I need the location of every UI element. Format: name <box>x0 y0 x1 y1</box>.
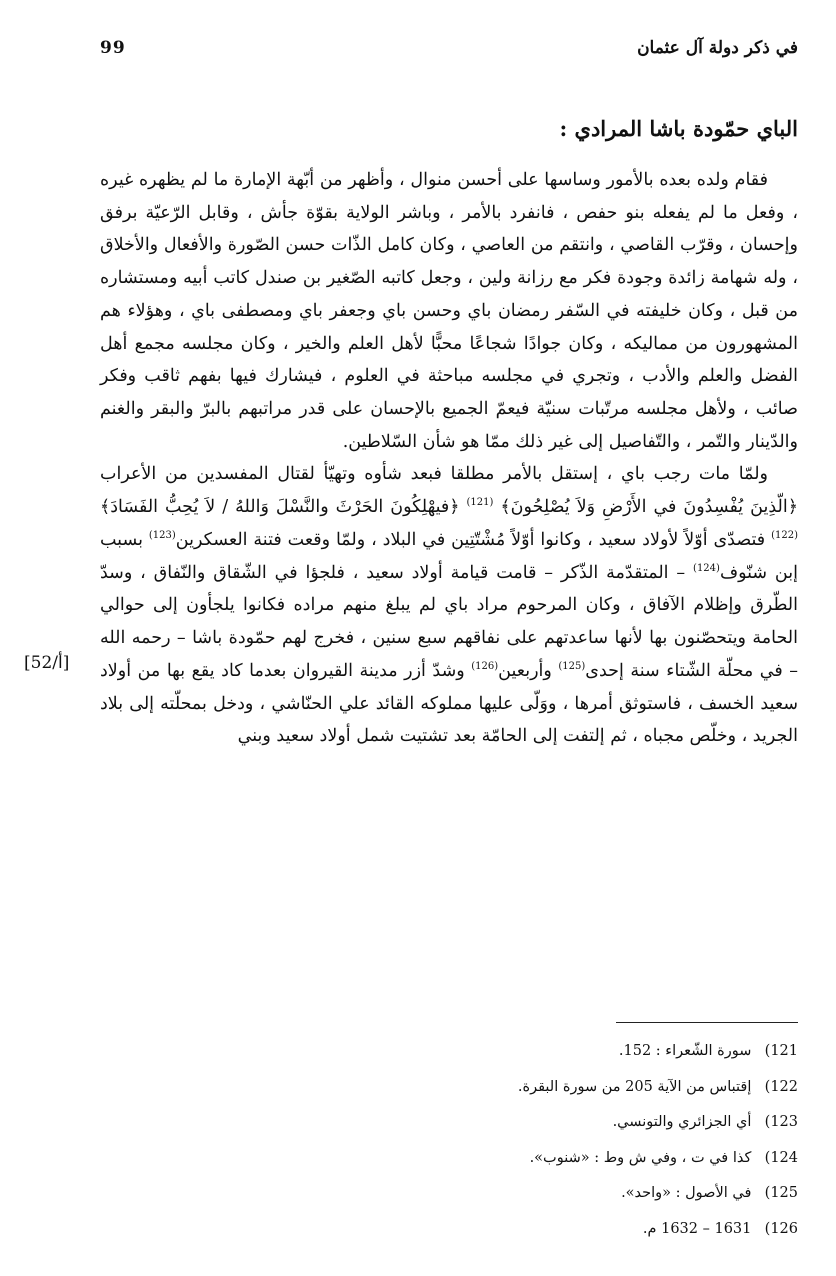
footnote-item <box>100 1141 798 1177</box>
section-heading: الباي حمّودة باشا المرادي : <box>559 116 798 141</box>
running-title: في ذكر دولة آل عثمان <box>637 38 798 58</box>
footnote-text: أي الجزائري والتونسي. <box>612 1114 752 1130</box>
footnote-item <box>100 1212 798 1248</box>
footnote-number: 125) <box>764 1185 798 1201</box>
paragraph-2-text-d: – المتقدّمة الذّكر – قامت قيامة أولاد سعيد ، فلجؤا في الشّقاق والنّفاق ، وسدّ الطّرق وإظلام الآفاق ، وكان المرحوم مراد باي لم يبلغ منهم مراده فكانوا يلجأون إلى حوالي الحامة ويتحصّنون بها لأنها ساعدتهم على نفاقهم سبع سنين ، فخرج لهم حمّودة باشا – رحمه الله – في محلّة الشّتاء سنة إحدى <box>100 562 798 681</box>
paragraph-2-text-a: ولمّا مات رجب باي ، إستقل بالأمر مطلقا فبعد شأوه وتهيّأ لقتال المفسدين من الأعراب <box>100 464 768 485</box>
footnote-item <box>100 1070 798 1106</box>
footnote-ref-121[interactable]: (121) <box>466 497 494 509</box>
footnote-number: 121) <box>764 1043 798 1059</box>
quran-quote-2: ﴿فيهْلِكُونَ الحَرْثَ والنَّسْلَ وَاللهُ / لاَ يُحِبُّ الفَسَادَ﴾ <box>100 497 460 518</box>
footnote-ref-122[interactable]: (122) <box>771 530 798 542</box>
footnote-item <box>100 1034 798 1070</box>
page-number: 99 <box>100 38 126 58</box>
footnote-ref-123[interactable]: (123) <box>148 530 176 542</box>
footnote-divider <box>616 1022 798 1023</box>
footnote-item <box>100 1176 798 1212</box>
footnote-ref-124[interactable]: (124) <box>693 562 720 574</box>
paragraph-2-text-f: وشدّ أزر مدينة القيروان بعدما كاد يقع بها من أولاد سعيد الخسف ، فاستوثق أمرها ، ووَلّى عليها مملوكه القائد علي الحنّاشي ، ودخل بمحلّته إلى بلاد الجريد ، وخلّص مجباه ، ثم إلتفت إلى الحامّة بعد تشتيت شمل أولاد سعيد وبني <box>100 660 798 747</box>
footnote-text: في الأصول : «واحد». <box>621 1185 752 1201</box>
body-text <box>100 164 798 753</box>
footnote-ref-125[interactable]: (125) <box>558 660 586 672</box>
footnote-number: 123) <box>764 1114 798 1130</box>
quran-quote-1: ﴿الّذِينَ يُفْسِدُونَ في الأَرْضِ وَلاَ يُصْلِحُونَ﴾ <box>500 497 798 518</box>
footnote-number: 122) <box>764 1078 798 1095</box>
manuscript-folio-marker: [52/أ] <box>24 653 70 673</box>
paragraph-2-text-c: بسبب إبن شنّوف <box>100 529 798 583</box>
footnote-item <box>100 1105 798 1141</box>
footnote-ref-126[interactable]: (126) <box>471 660 499 672</box>
footnote-number: 126) <box>764 1220 798 1237</box>
paragraph-2-text-b: فتصدّى أوّلاً لأولاد سعيد ، وكانوا أوّلاً مُشْتّتِين في البلاد ، ولمّا وقعت فتنة العسكرين <box>175 529 766 550</box>
footnote-number: 124) <box>764 1149 798 1166</box>
footnote-text: إقتباس من الآية 205 من سورة البقرة. <box>517 1078 752 1095</box>
footnote-text: 1631 – 1632 م. <box>642 1220 752 1237</box>
paragraph-1: فقام ولده بعده بالأمور وساسها على أحسن منوال ، وأظهر من أبّهة الإمارة ما لم يظهره غيره ، وفعل ما لم يفعله بنو حفص ، فانفرد بالأمر ، وباشر الولاية بقوّة جأش ، وقابل الرّعيّة برفق وإحسان ، وقرّب القاصي ، وانتقم من العاصي ، وكان كامل الذّات حسن الصّورة والأفعال والأخلاق ، وله شهامة زائدة وجودة فكر مع رزانة ولين ، وجعل كاتبه الصّغير بن صندل كاتب أبيه ومستشاره من قبل ، وكان خليفته في السّفر رمضان باي وحسن باي وجعفر باي ومصطفى باي ، وهؤلاء هم المشهورون من مماليكه ، وكان جوادًا شجاعًا محبًّا لأهل العلم والخير ، وكان مجلسه مجمع أهل الفضل والعلم والأدب ، وتجري في مجلسه مباحثة في العلوم ، فيشارك فيها بفهم ثاقب وفكر صائب ، ولأهل مجلسه مرتّبات سنيّة فيعمّ الجميع بالإحسان على قدر مراتبهم بالبرّ والبقر والغنم والدّينار والتّمر ، والتّفاصيل إلى غير ذلك ممّا هو شأن السّلاطين. <box>100 170 798 452</box>
running-header <box>100 38 798 68</box>
footnote-text: سورة الشّعراء : 152. <box>618 1043 752 1059</box>
footnotes-list <box>100 1034 798 1247</box>
paragraph-2-text-e: وأربعين <box>498 660 552 681</box>
footnote-text: كذا في ت ، وفي ش وط : «شنوب». <box>529 1149 752 1166</box>
paragraph-2 <box>100 458 798 752</box>
